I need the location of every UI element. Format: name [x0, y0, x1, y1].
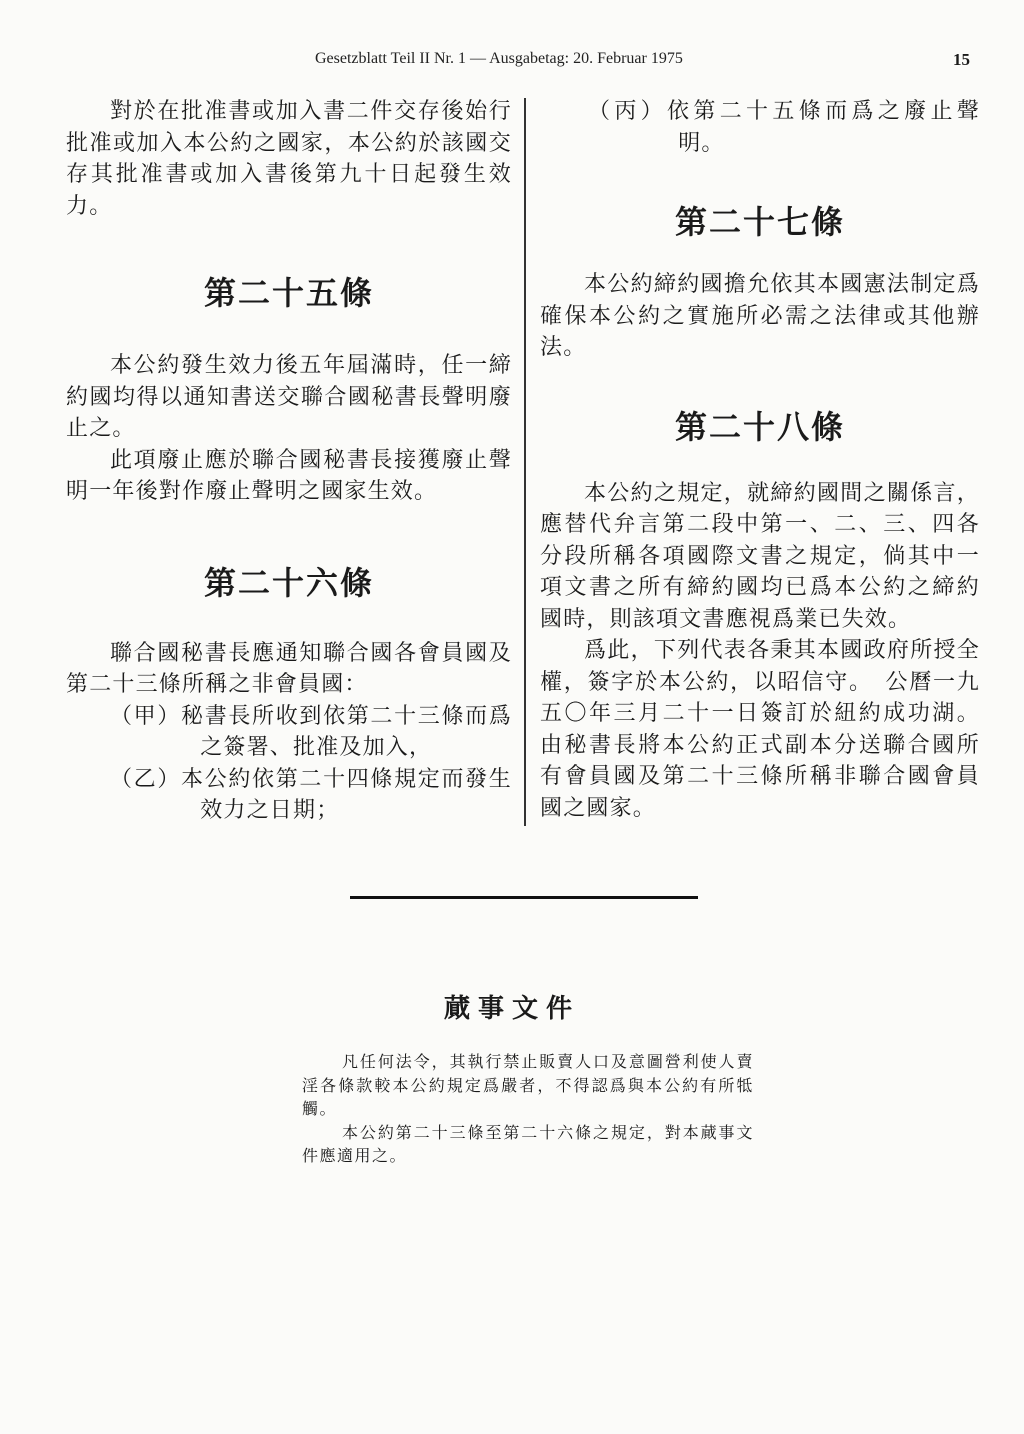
- running-header: [0, 50, 1024, 74]
- article-25-paragraph-2: 此項廢止應於聯合國秘書長接獲廢止聲明一年後對作廢止聲明之國家生效。: [66, 447, 512, 504]
- article-26-item-a: （甲）秘書長所收到依第二十三條而爲之簽署、批准及加入，: [110, 703, 512, 760]
- right-column: [540, 96, 980, 824]
- article-28-paragraph-1: 本公約之規定，就締約國間之關係言，應替代弁言第二段中第一、二、三、四各分段所稱各項國際文書之規定，倘其中一項文書之所有締約國均已爲本公約之締約國時，則該項文書應視爲業已失效。: [540, 480, 980, 632]
- article-26-item-c: （丙）依第二十五條而爲之廢止聲明。: [588, 99, 980, 156]
- article-28-paragraph-2: 爲此，下列代表各秉其本國政府所授全權，簽字於本公約，以昭信守。 公曆一九五〇年三月二十一日簽訂於紐約成功湖。由秘書長將本公約正式副本分送聯合國所有會員國及第二十三條所稱非聯合國會員國之國家。: [540, 638, 980, 821]
- article-26-item-b: （乙）本公約依第二十四條規定而發生效力之日期；: [110, 766, 512, 823]
- running-title: Gesetzblatt Teil II Nr. 1 — Ausgabetag: 20. Februar 1975: [315, 50, 683, 67]
- final-protocol-paragraph-1: 凡任何法令，其執行禁止販賣人口及意圖營利使人賣淫各條款較本公約規定爲嚴者，不得認爲與本公約有所牴觸。: [302, 1052, 754, 1118]
- intro-paragraph: 對於在批准書或加入書二件交存後始行批准或加入本公約之國家，本公約於該國交存其批准書或加入書後第九十日起發生效力。: [66, 99, 512, 219]
- article-26-heading: 第二十六條: [203, 563, 374, 602]
- article-25-paragraph-1: 本公約發生效力後五年屆滿時，任一締約國均得以通知書送交聯合國秘書長聲明廢止之。: [66, 353, 512, 441]
- final-protocol-body: [302, 1050, 754, 1168]
- article-25-heading: 第二十五條: [203, 274, 374, 312]
- page-number: 15: [953, 50, 970, 69]
- column-divider: [524, 98, 526, 826]
- section-divider-rule: [350, 896, 698, 899]
- left-column: [66, 96, 512, 827]
- final-protocol-paragraph-2: 本公約第二十三條至第二十六條之規定，對本蕆事文件應適用之。: [302, 1122, 754, 1165]
- article-26-intro: 聯合國秘書長應通知聯合國各會員國及第二十三條所稱之非會員國：: [66, 640, 512, 697]
- final-protocol-title: 蕆事文件: [443, 994, 580, 1024]
- article-27-paragraph: 本公約締約國擔允依其本國憲法制定爲確保本公約之實施所必需之法律或其他辦法。: [540, 272, 980, 360]
- article-28-heading: 第二十八條: [674, 407, 845, 446]
- article-27-heading: 第二十七條: [674, 203, 845, 241]
